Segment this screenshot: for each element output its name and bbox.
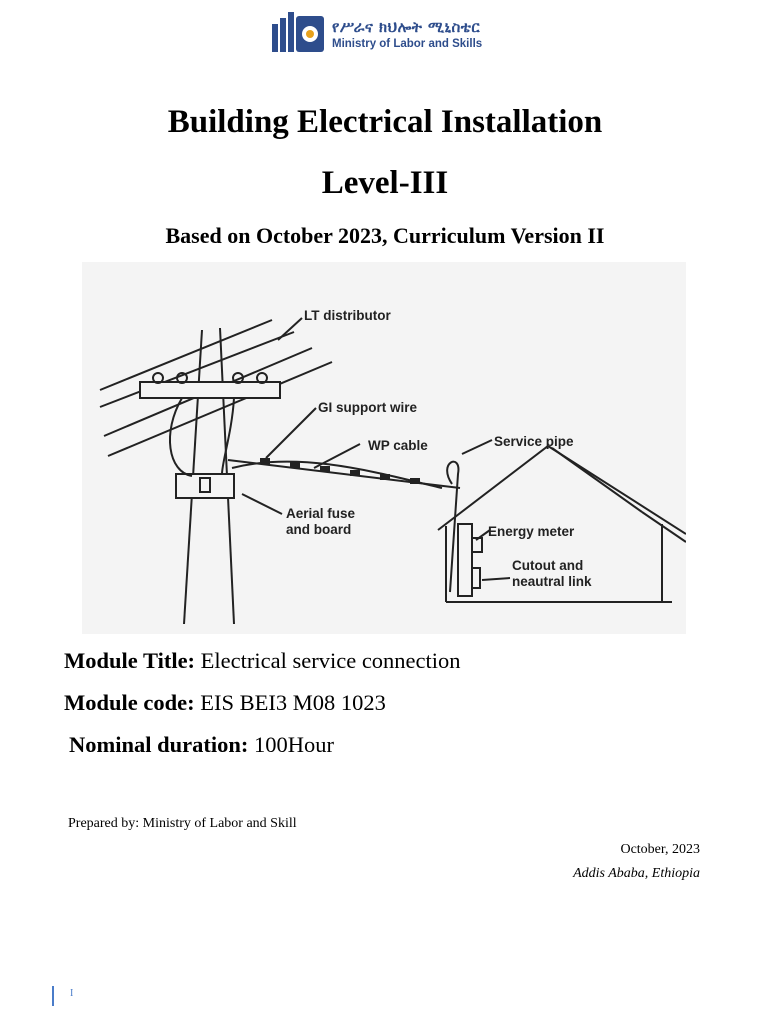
logo-amharic-text: የሥራና ክህሎት ሚኒስቴር: [332, 18, 481, 36]
label-aerial-fuse: Aerial fuse: [286, 506, 356, 521]
label-service-pipe: Service pipe: [494, 434, 574, 449]
label-neutral-link: neautral link: [512, 574, 592, 589]
module-title-label: Module Title:: [64, 648, 196, 673]
ministry-logo: [270, 10, 510, 58]
nominal-duration-label: Nominal duration:: [69, 732, 249, 757]
label-energy-meter: Energy meter: [488, 524, 575, 539]
logo-english-text: Ministry of Labor and Skills: [332, 38, 483, 50]
module-title-value: Electrical service connection: [195, 648, 461, 673]
curriculum-subtitle: Based on October 2023, Curriculum Version II: [165, 223, 605, 248]
publication-place: Addis Ababa, Ethiopia: [573, 866, 700, 881]
label-lt-distributor: LT distributor: [304, 308, 391, 323]
label-gi-support-wire: GI support wire: [318, 400, 418, 415]
module-code-label: Module code:: [64, 690, 195, 715]
publication-date: October, 2023: [620, 842, 700, 857]
service-connection-diagram: [82, 262, 686, 634]
page-marker-bar: [52, 986, 54, 1006]
label-wp-cable: WP cable: [368, 438, 428, 453]
nominal-duration-value: 100Hour: [248, 732, 335, 757]
document-title: Building Electrical Installation: [167, 104, 603, 140]
prepared-by: Prepared by: Ministry of Labor and Skill: [68, 816, 297, 831]
module-code-line: [64, 690, 386, 716]
diagram-svg: [82, 262, 686, 634]
module-title-line: [64, 648, 461, 674]
label-cutout: Cutout and: [512, 558, 584, 573]
page-number: I: [70, 988, 74, 999]
module-code-value: EIS BEI3 M08 1023: [194, 690, 386, 715]
nominal-duration-line: [69, 732, 334, 758]
label-aerial-fuse-board: and board: [286, 522, 352, 537]
ministry-emblem-icon: [270, 10, 328, 58]
level-title: Level-III: [321, 165, 449, 201]
